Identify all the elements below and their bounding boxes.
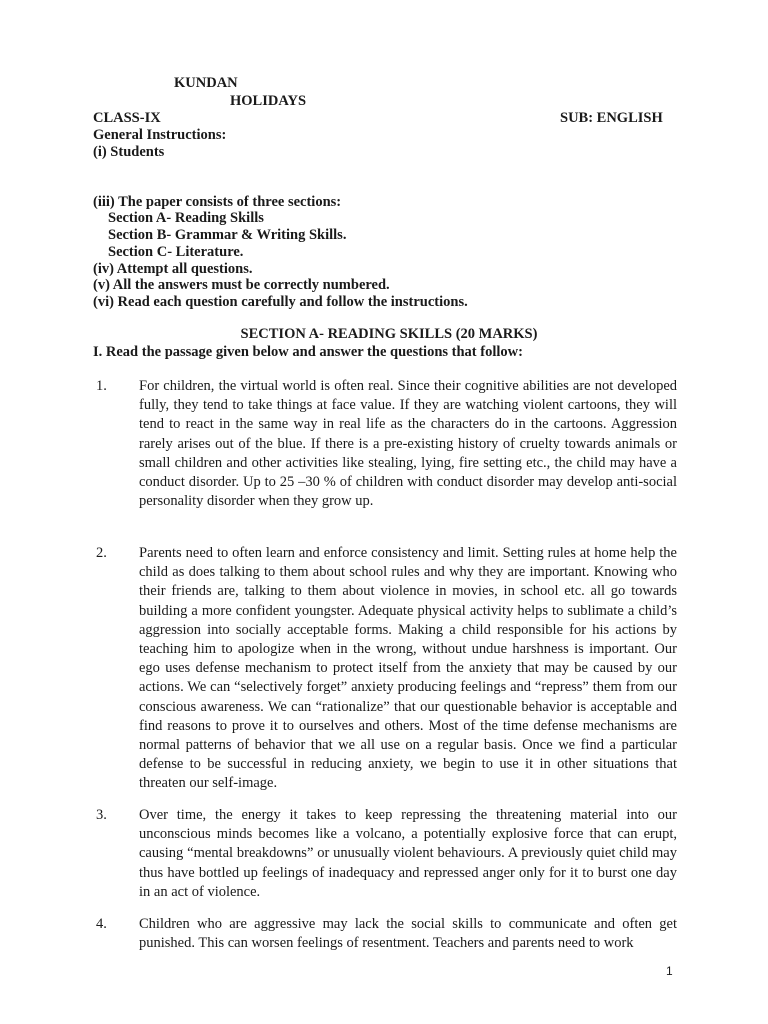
paragraph-number: 1.: [96, 378, 107, 394]
instruction-section-b: Section B- Grammar & Writing Skills.: [108, 227, 347, 243]
instruction-section-a: Section A- Reading Skills: [108, 210, 264, 226]
paragraph-text: Children who are aggressive may lack the social skills to communicate and often get punished. This can worsen feelings of resentment. Teachers and parents need to work: [139, 916, 677, 952]
passage-paragraph-2: [96, 544, 677, 794]
instruction-iii: (iii) The paper consists of three sections:: [93, 194, 342, 210]
instructions-heading: General Instructions:: [93, 127, 227, 143]
instruction-i: (i) Students: [93, 144, 165, 160]
section-a-title: SECTION A- READING SKILLS (20 MARKS): [240, 326, 538, 342]
instruction-iv: (iv) Attempt all questions.: [93, 261, 253, 277]
paragraph-number: 4.: [96, 916, 107, 932]
instruction-section-c: Section C- Literature.: [108, 244, 244, 260]
passage-paragraph-1: [96, 377, 677, 511]
passage-paragraph-3: [96, 806, 677, 902]
page-number: 1: [666, 964, 673, 978]
class-label: CLASS-IX: [93, 110, 161, 126]
passage-paragraph-4: [96, 915, 677, 953]
document-title: HOLIDAYS: [230, 93, 307, 109]
section-a-prompt: I. Read the passage given below and answer the questions that follow:: [93, 344, 523, 360]
paragraph-text: For children, the virtual world is often real. Since their cognitive abilities are not developed fully, they tend to take things at face value. If they are watching violent cartoons, they will tend to react in the same way in real life as the characters do in the cartoons. Aggression rarely arises out of the blue. If there is a pre-existing history of cruelty towards animals or small children and other activities like stealing, lying, fire setting etc., the child may have a conduct disorder. Up to 25 –30 % of children with conduct disorder may develop anti-social personality disorder when they grow up.: [139, 378, 677, 510]
instruction-vi: (vi) Read each question carefully and follow the instructions.: [93, 294, 468, 310]
paragraph-text: Over time, the energy it takes to keep repressing the threatening material into our unconscious minds becomes like a volcano, a potentially explosive force that can erupt, causing “mental breakdowns” or unusually violent behaviours. A previously quiet child may thus have bottled up feelings of inadequacy and repressed anger only for it to burst one day in an act of violence.: [139, 807, 677, 900]
subject-label: SUB: ENGLISH: [560, 110, 663, 126]
paragraph-number: 2.: [96, 545, 107, 561]
instruction-v: (v) All the answers must be correctly numbered.: [93, 277, 390, 293]
paragraph-number: 3.: [96, 807, 107, 823]
school-name: KUNDAN: [174, 75, 238, 91]
paragraph-text: Parents need to often learn and enforce consistency and limit. Setting rules at home help the child as does talking to them about school rules and why they are important. Knowing who their friends are, talking to them about violence in movies, in school etc. all go towards building a more confident youngster. Adequate physical activity helps to sublimate a child’s aggression into socially acceptable forms. Making a child responsible for his actions by teaching him to apologize when in the wrong, without undue harshness is important. Our ego uses defense mechanism to protect itself from the anxiety that may be caused by our actions. We can “selectively forget” anxiety producing feelings and “repress” them from our conscious awareness. We can “rationalize” that our questionable behavior is acceptable and find reasons to prove it to ourselves and others. Most of the time defense mechanisms are normal patterns of behavior that we all use on a regular basis. Once we find a particular defense to be successful in reducing anxiety, we begin to use it in other situations that threaten our self-image.: [139, 545, 677, 792]
